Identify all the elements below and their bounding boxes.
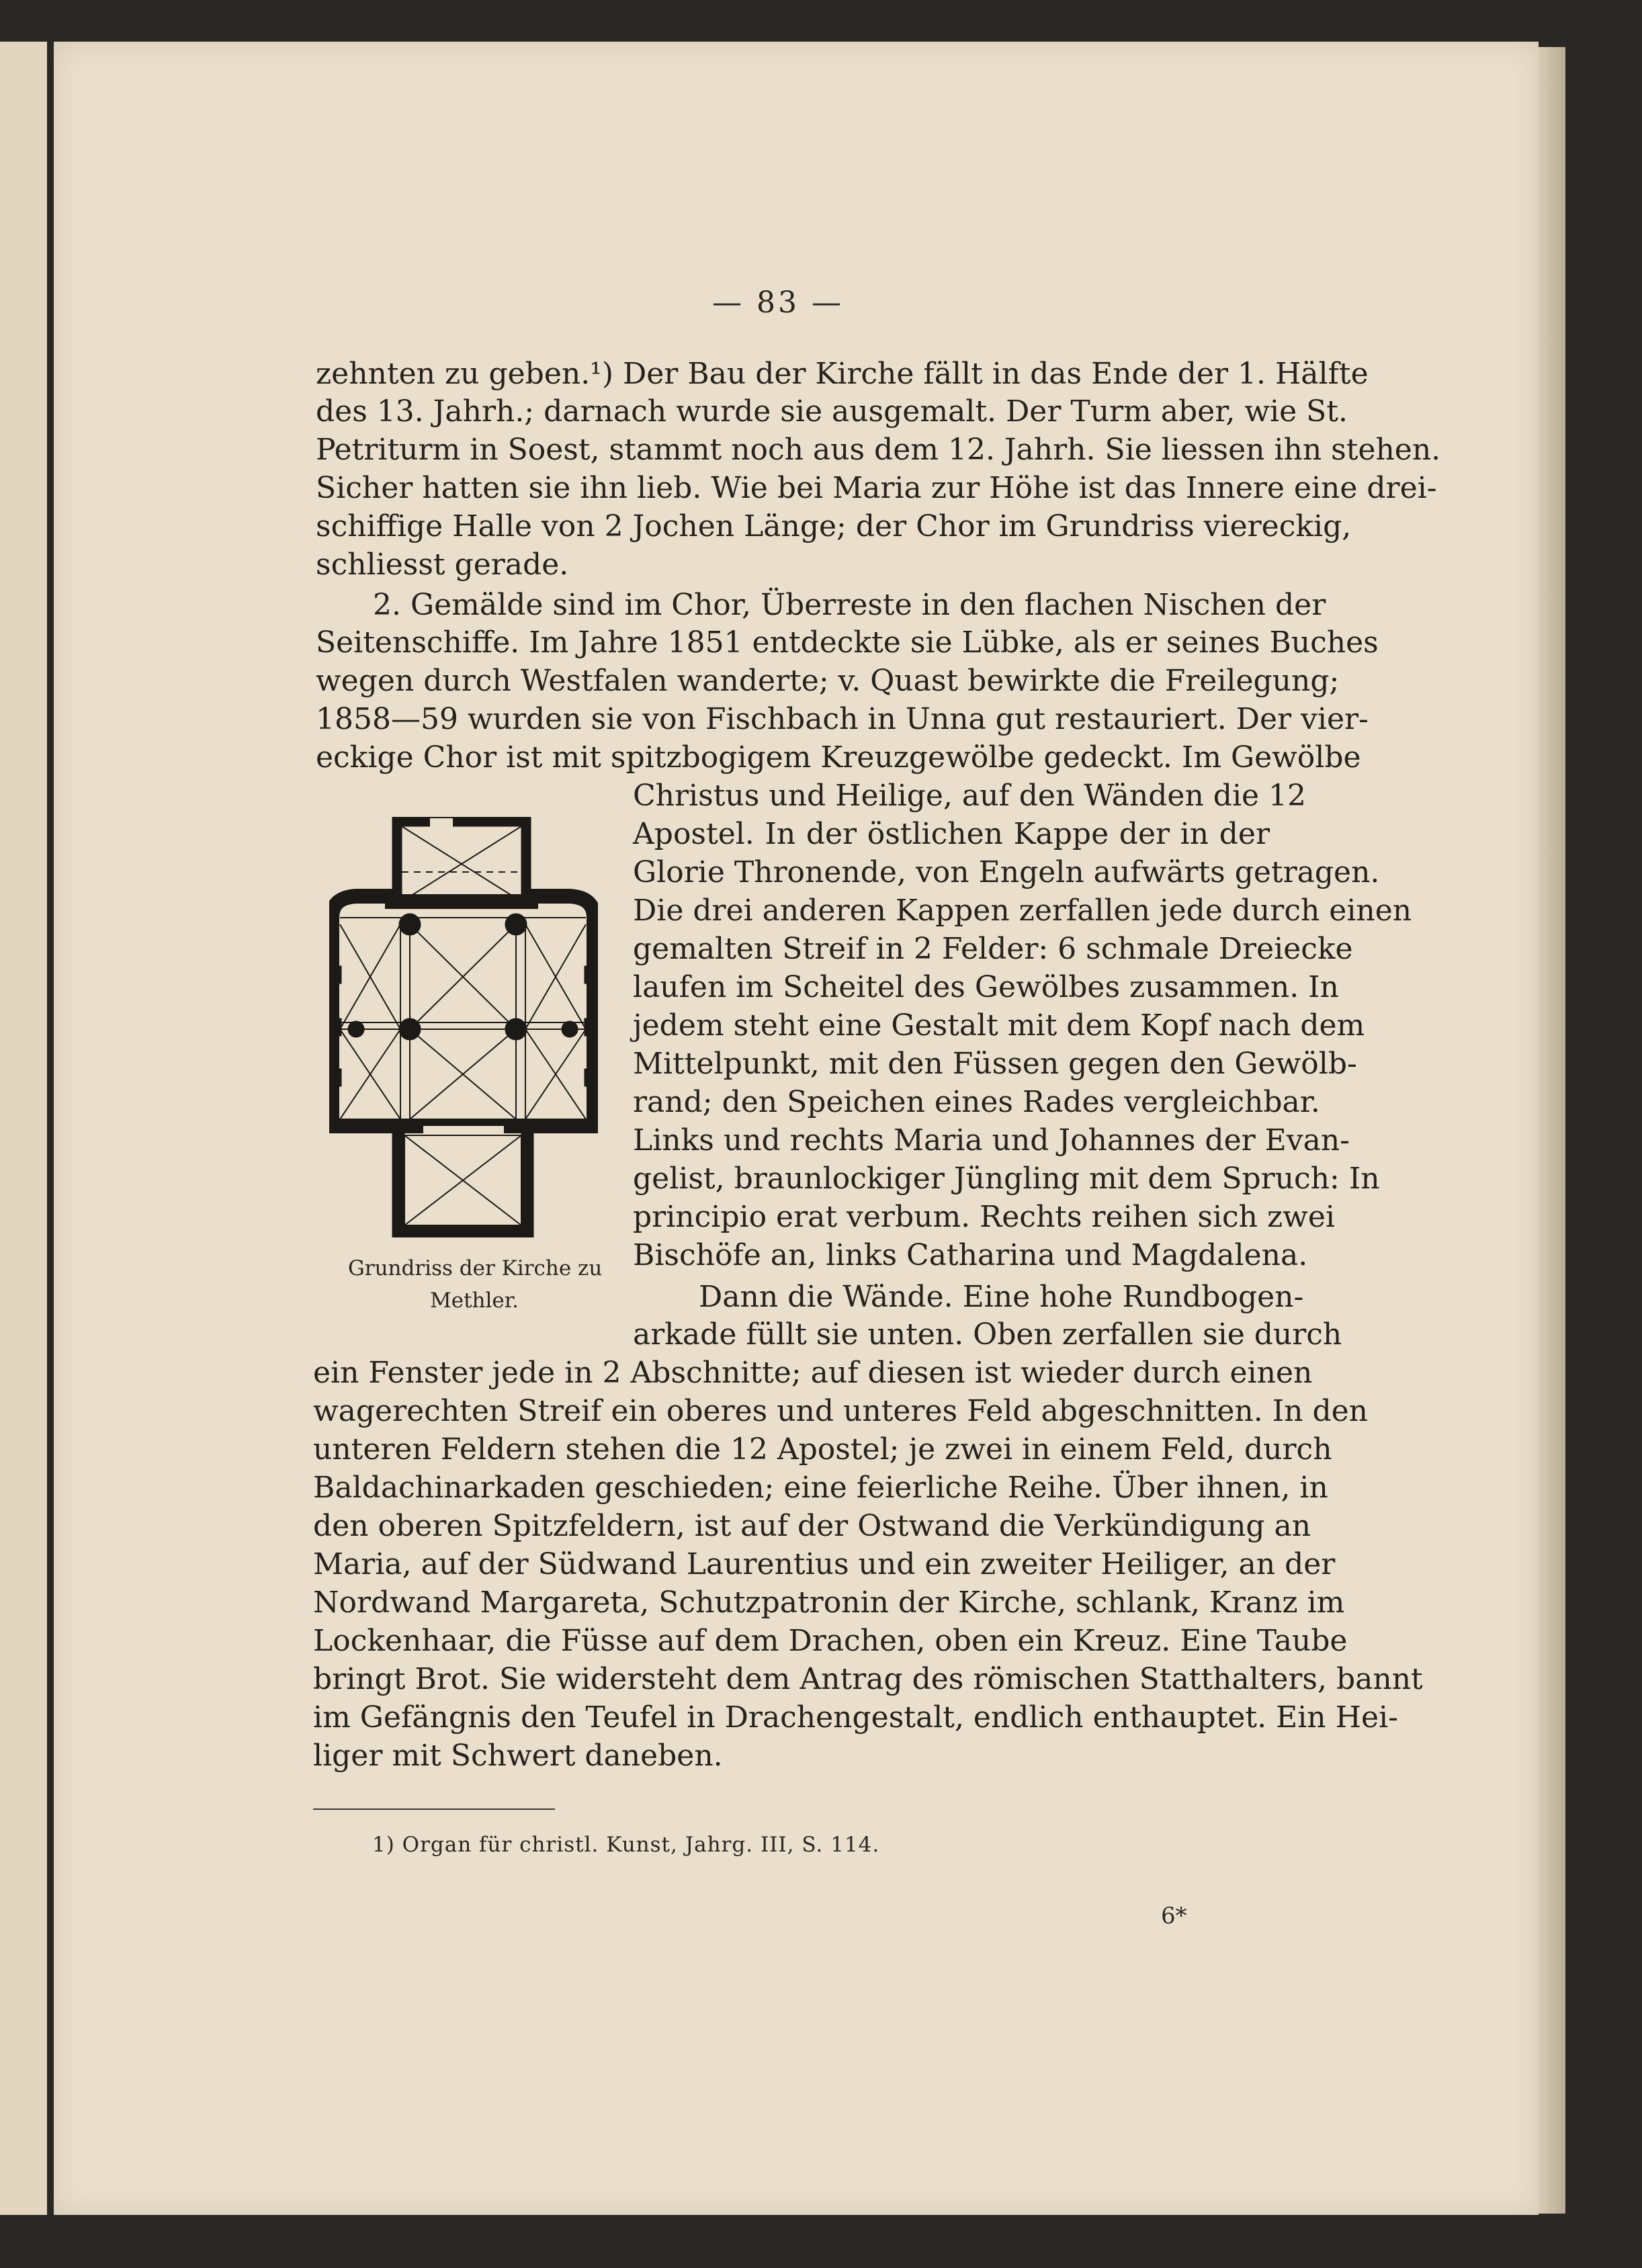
text-line: arkade füllt sie unten. Oben zerfallen sie durch — [633, 1317, 1342, 1352]
text-line: Seitenschiffe. Im Jahre 1851 entdeckte sie Lübke, als er seines Buches — [316, 625, 1379, 660]
text-line: Petriturm in Soest, stammt noch aus dem 12. Jahrh. Sie liessen ihn stehen. — [316, 433, 1441, 467]
text-line: schliesst gerade. — [316, 548, 569, 582]
text-line: laufen im Scheitel des Gewölbes zusammen. In — [633, 970, 1339, 1004]
page-number-header: — 83 — — [712, 286, 844, 320]
text-line: ein Fenster jede in 2 Abschnitte; auf diesen ist wieder durch einen — [313, 1356, 1313, 1390]
text-line: jedem steht eine Gestalt mit dem Kopf nach dem — [633, 1008, 1365, 1043]
text-line: Links und rechts Maria und Johannes der Evan- — [633, 1123, 1350, 1158]
text-line: wegen durch Westfalen wanderte; v. Quast bewirkte die Freilegung; — [316, 664, 1340, 698]
text-line: Lockenhaar, die Füsse auf dem Drachen, oben ein Kreuz. Eine Taube — [313, 1624, 1348, 1658]
text-line: Die drei anderen Kappen zerfallen jede durch einen — [633, 893, 1412, 928]
text-line: 1858—59 wurden sie von Fischbach in Unna gut restauriert. Der vier- — [316, 702, 1369, 736]
text-line: unteren Feldern stehen die 12 Apostel; je zwei in einem Feld, durch — [313, 1432, 1332, 1467]
signature-mark: 6* — [1161, 1903, 1187, 1929]
page-edge-right — [1539, 47, 1565, 2214]
text-line: Mittelpunkt, mit den Füssen gegen den Gewölb- — [633, 1047, 1357, 1081]
text-line: Nordwand Margareta, Schutzpatronin der Kirche, schlank, Kranz im — [313, 1585, 1345, 1620]
text-line: eckige Chor ist mit spitzbogigem Kreuzgewölbe gedeckt. Im Gewölbe — [316, 740, 1361, 775]
church-floor-plan — [329, 817, 598, 1237]
text-line: Glorie Thronende, von Engeln aufwärts getragen. — [633, 855, 1380, 889]
text-line: gemalten Streif in 2 Felder: 6 schmale Dreiecke — [633, 932, 1353, 966]
text-line: schiffige Halle von 2 Jochen Länge; der Chor im Grundriss viereckig, — [316, 509, 1352, 543]
figure-caption: Grundriss der Kirche zu — [348, 1256, 603, 1280]
text-line: Baldachinarkaden geschieden; eine feierliche Reihe. Über ihnen, in — [313, 1471, 1328, 1505]
text-line: Sicher hatten sie ihn lieb. Wie bei Maria zur Höhe ist das Innere eine drei- — [316, 471, 1437, 505]
footnote-rule — [313, 1808, 555, 1810]
footnote: 1) Organ für christl. Kunst, Jahrg. III, S. 114. — [372, 1833, 880, 1857]
text-line: im Gefängnis den Teufel in Drachengestalt, endlich enthauptet. Ein Hei- — [313, 1700, 1398, 1735]
text-line: Maria, auf der Südwand Laurentius und ein zweiter Heiliger, an der — [313, 1547, 1336, 1581]
text-line: den oberen Spitzfeldern, ist auf der Ostwand die Verkündigung an — [313, 1509, 1311, 1543]
text-line: 2. Gemälde sind im Chor, Überreste in den flachen Nischen der — [373, 588, 1326, 622]
text-line: liger mit Schwert daneben. — [313, 1739, 723, 1773]
text-line: gelist, braunlockiger Jüngling mit dem Spruch: In — [633, 1162, 1380, 1196]
text-line: Bischöfe an, links Catharina und Magdalena. — [633, 1238, 1308, 1272]
text-line: rand; den Speichen eines Rades vergleichbar. — [633, 1085, 1320, 1119]
text-line: Christus und Heilige, auf den Wänden die 12 — [633, 779, 1307, 813]
figure-caption-2: Methler. — [430, 1289, 519, 1313]
text-line: des 13. Jahrh.; darnach wurde sie ausgemalt. Der Turm aber, wie St. — [316, 394, 1348, 429]
text-line: wagerechten Streif ein oberes und unteres Feld abgeschnitten. In den — [313, 1394, 1368, 1428]
text-line: Dann die Wände. Eine hohe Rundbogen- — [699, 1280, 1304, 1314]
text-line: principio erat verbum. Rechts reihen sich zwei — [633, 1200, 1335, 1234]
page-edge-left — [0, 42, 47, 2215]
text-line: Apostel. In der östlichen Kappe der in der — [633, 817, 1270, 851]
text-line: bringt Brot. Sie widersteht dem Antrag des römischen Statthalters, bannt — [313, 1662, 1423, 1696]
text-line: zehnten zu geben.¹) Der Bau der Kirche fällt in das Ende der 1. Hälfte — [316, 357, 1369, 391]
